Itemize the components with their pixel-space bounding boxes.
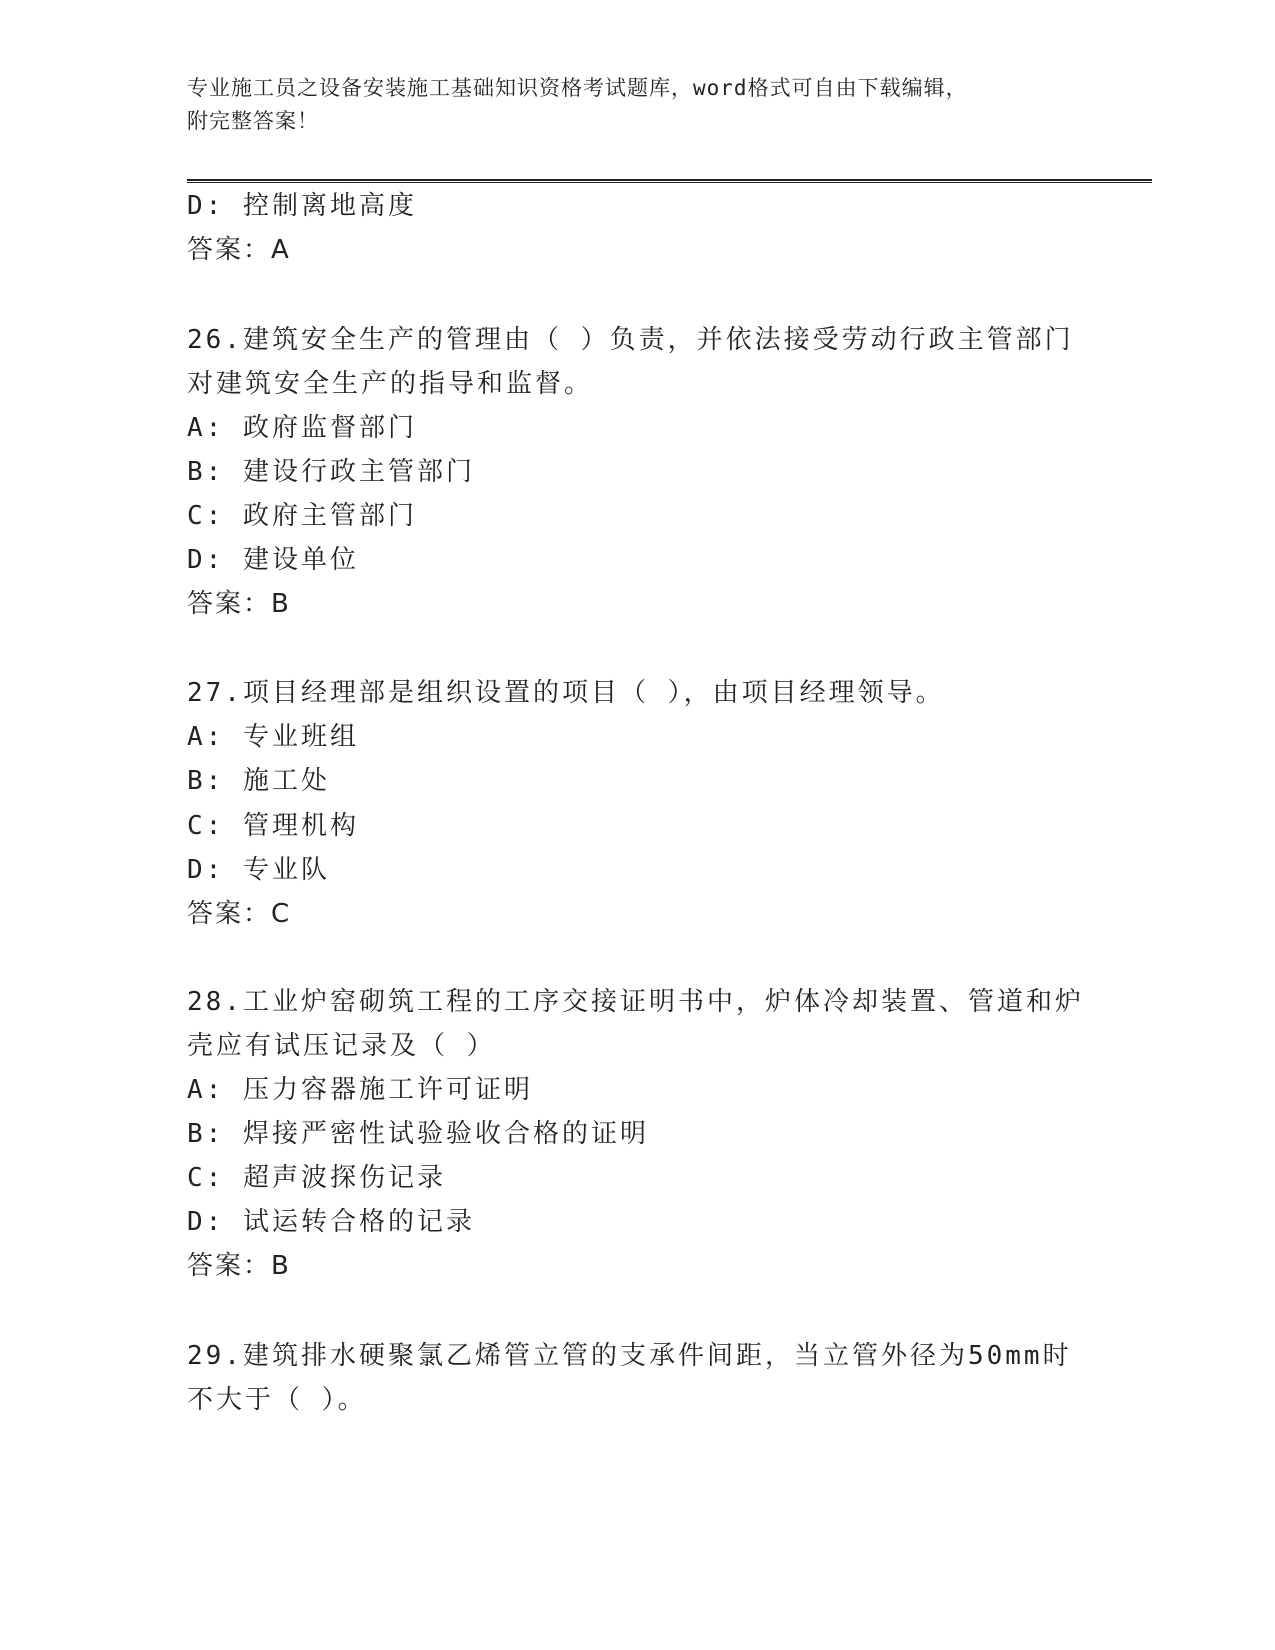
question-27-stem: 27.项目经理部是组织设置的项目（ ），由项目经理领导。: [187, 678, 945, 708]
question-29-stem-cont: 不大于（ ）。: [187, 1385, 367, 1415]
question-26-option-c: C: 政府主管部门: [187, 501, 417, 531]
header-line-1: 专业施工员之设备安装施工基础知识资格考试题库，word格式可自由下载编辑，: [187, 76, 968, 100]
option-d: D: 控制离地高度: [187, 191, 417, 221]
question-27-option-c: C: 管理机构: [187, 811, 359, 841]
question-28-option-a: A: 压力容器施工许可证明: [187, 1075, 533, 1105]
answer: 答案：A: [187, 235, 291, 265]
question-28-option-d: D: 试运转合格的记录: [187, 1207, 475, 1237]
document-header: [187, 72, 1087, 138]
question-26-option-a: A: 政府监督部门: [187, 413, 417, 443]
question-27-option-a: A: 专业班组: [187, 722, 359, 752]
question-26-stem-cont: 对建筑安全生产的指导和监督。: [187, 369, 594, 399]
question-27-answer: 答案：C: [187, 899, 292, 929]
header-divider: [187, 179, 1152, 183]
question-26-answer: 答案：B: [187, 589, 291, 619]
question-28-option-b: B: 焊接严密性试验验收合格的证明: [187, 1119, 649, 1149]
question-27-option-b: B: 施工处: [187, 766, 330, 796]
question-26-option-d: D: 建设单位: [187, 545, 359, 575]
question-28-stem: 28.工业炉窑砌筑工程的工序交接证明书中，炉体冷却装置、管道和炉: [187, 987, 1084, 1017]
question-27-option-d: D: 专业队: [187, 855, 330, 885]
question-28-stem-cont: 壳应有试压记录及（ ）: [187, 1031, 496, 1061]
question-26-stem: 26.建筑安全生产的管理由（ ）负责，并依法接受劳动行政主管部门: [187, 325, 1074, 355]
question-26-option-b: B: 建设行政主管部门: [187, 457, 475, 487]
question-28-answer: 答案：B: [187, 1251, 291, 1281]
question-29-stem: 29.建筑排水硬聚氯乙烯管立管的支承件间距，当立管外径为50mm时: [187, 1341, 1072, 1371]
question-28-option-c: C: 超声波探伤记录: [187, 1163, 446, 1193]
header-line-2: 附完整答案！: [187, 109, 319, 133]
